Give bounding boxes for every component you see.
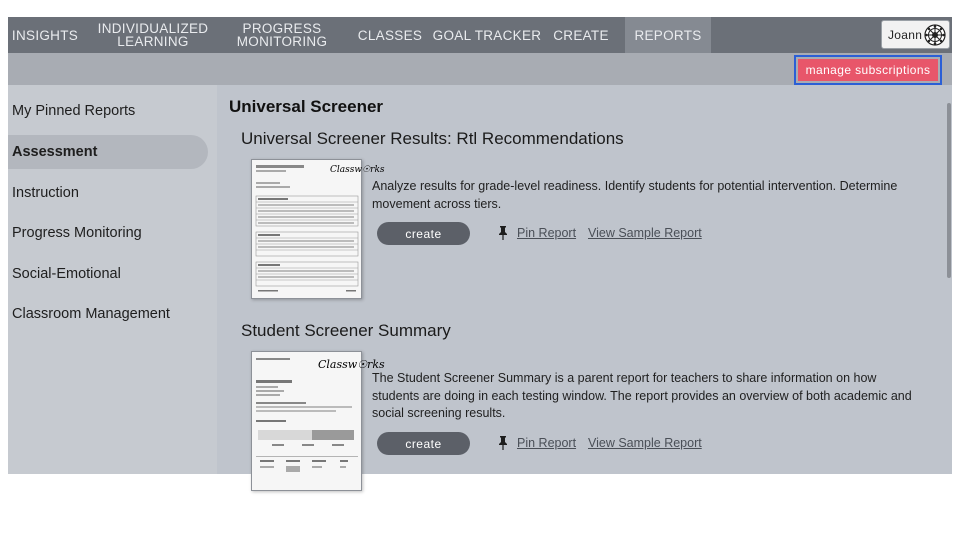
user-menu-button[interactable] (881, 20, 950, 49)
sidebar-item-my-pinned-reports[interactable]: My Pinned Reports (12, 103, 136, 119)
report-description: Analyze results for grade-level readiness. Identify students for potential intervention. Determine movement across tiers. (372, 179, 898, 211)
create-button[interactable]: create (377, 432, 470, 455)
sidebar-item-classroom-management[interactable]: Classroom Management (12, 306, 170, 322)
report-thumbnail[interactable] (251, 159, 385, 299)
mandala-avatar-icon (924, 24, 946, 46)
report-title: Student Screener Summary (241, 321, 451, 340)
report-thumbnail[interactable] (251, 351, 385, 491)
sidebar-item-progress-monitoring[interactable]: Progress Monitoring (12, 225, 142, 241)
report-description: The Student Screener Summary is a parent report for teachers to share information on how students are doing in each testing window. The report provides an overview of both academic and social screening results. (372, 371, 912, 420)
create-button[interactable]: create (377, 222, 470, 245)
nav-progress-monitoring[interactable]: PROGRESS MONITORING (236, 21, 328, 49)
pin-icon[interactable] (497, 436, 509, 450)
main-content (217, 85, 952, 474)
nav-individualized-learning[interactable]: INDIVIDUALIZED LEARNING (97, 21, 209, 49)
view-sample-report-link[interactable]: View Sample Report (588, 436, 702, 450)
pin-report-link[interactable]: Pin Report (517, 226, 577, 240)
sidebar (8, 85, 217, 474)
scrollbar-thumb[interactable] (947, 103, 951, 278)
top-navigation (8, 17, 952, 53)
pin-report-link[interactable]: Pin Report (517, 436, 577, 450)
user-name: Joann (888, 27, 923, 42)
report-title: Universal Screener Results: Rtl Recommendations (241, 129, 624, 148)
report-thumbnail-image (252, 352, 385, 492)
view-sample-report-link[interactable]: View Sample Report (588, 226, 702, 240)
nav-goal-tracker[interactable]: GOAL TRACKER (432, 27, 542, 43)
nav-insights[interactable]: INSIGHTS (11, 27, 79, 43)
sidebar-item-instruction[interactable]: Instruction (12, 185, 79, 201)
nav-create[interactable]: CREATE (553, 27, 609, 43)
sidebar-item-social-emotional[interactable]: Social-Emotional (12, 266, 121, 282)
report-thumbnail-image (252, 160, 385, 300)
thumbnail-logo: Classw☉rks (330, 165, 385, 175)
thumbnail-logo: Classw☉rks (318, 358, 385, 371)
manage-subscriptions-focus-ring (794, 55, 942, 85)
nav-classes[interactable]: CLASSES (357, 27, 423, 43)
page-title: Universal Screener (229, 97, 384, 116)
nav-reports[interactable]: REPORTS (625, 17, 711, 53)
manage-subscriptions-button[interactable]: manage subscriptions (798, 59, 938, 81)
scrollbar[interactable] (947, 85, 952, 474)
pin-icon[interactable] (497, 226, 509, 240)
app-window (8, 17, 952, 474)
sidebar-item-assessment[interactable]: Assessment (8, 135, 208, 169)
